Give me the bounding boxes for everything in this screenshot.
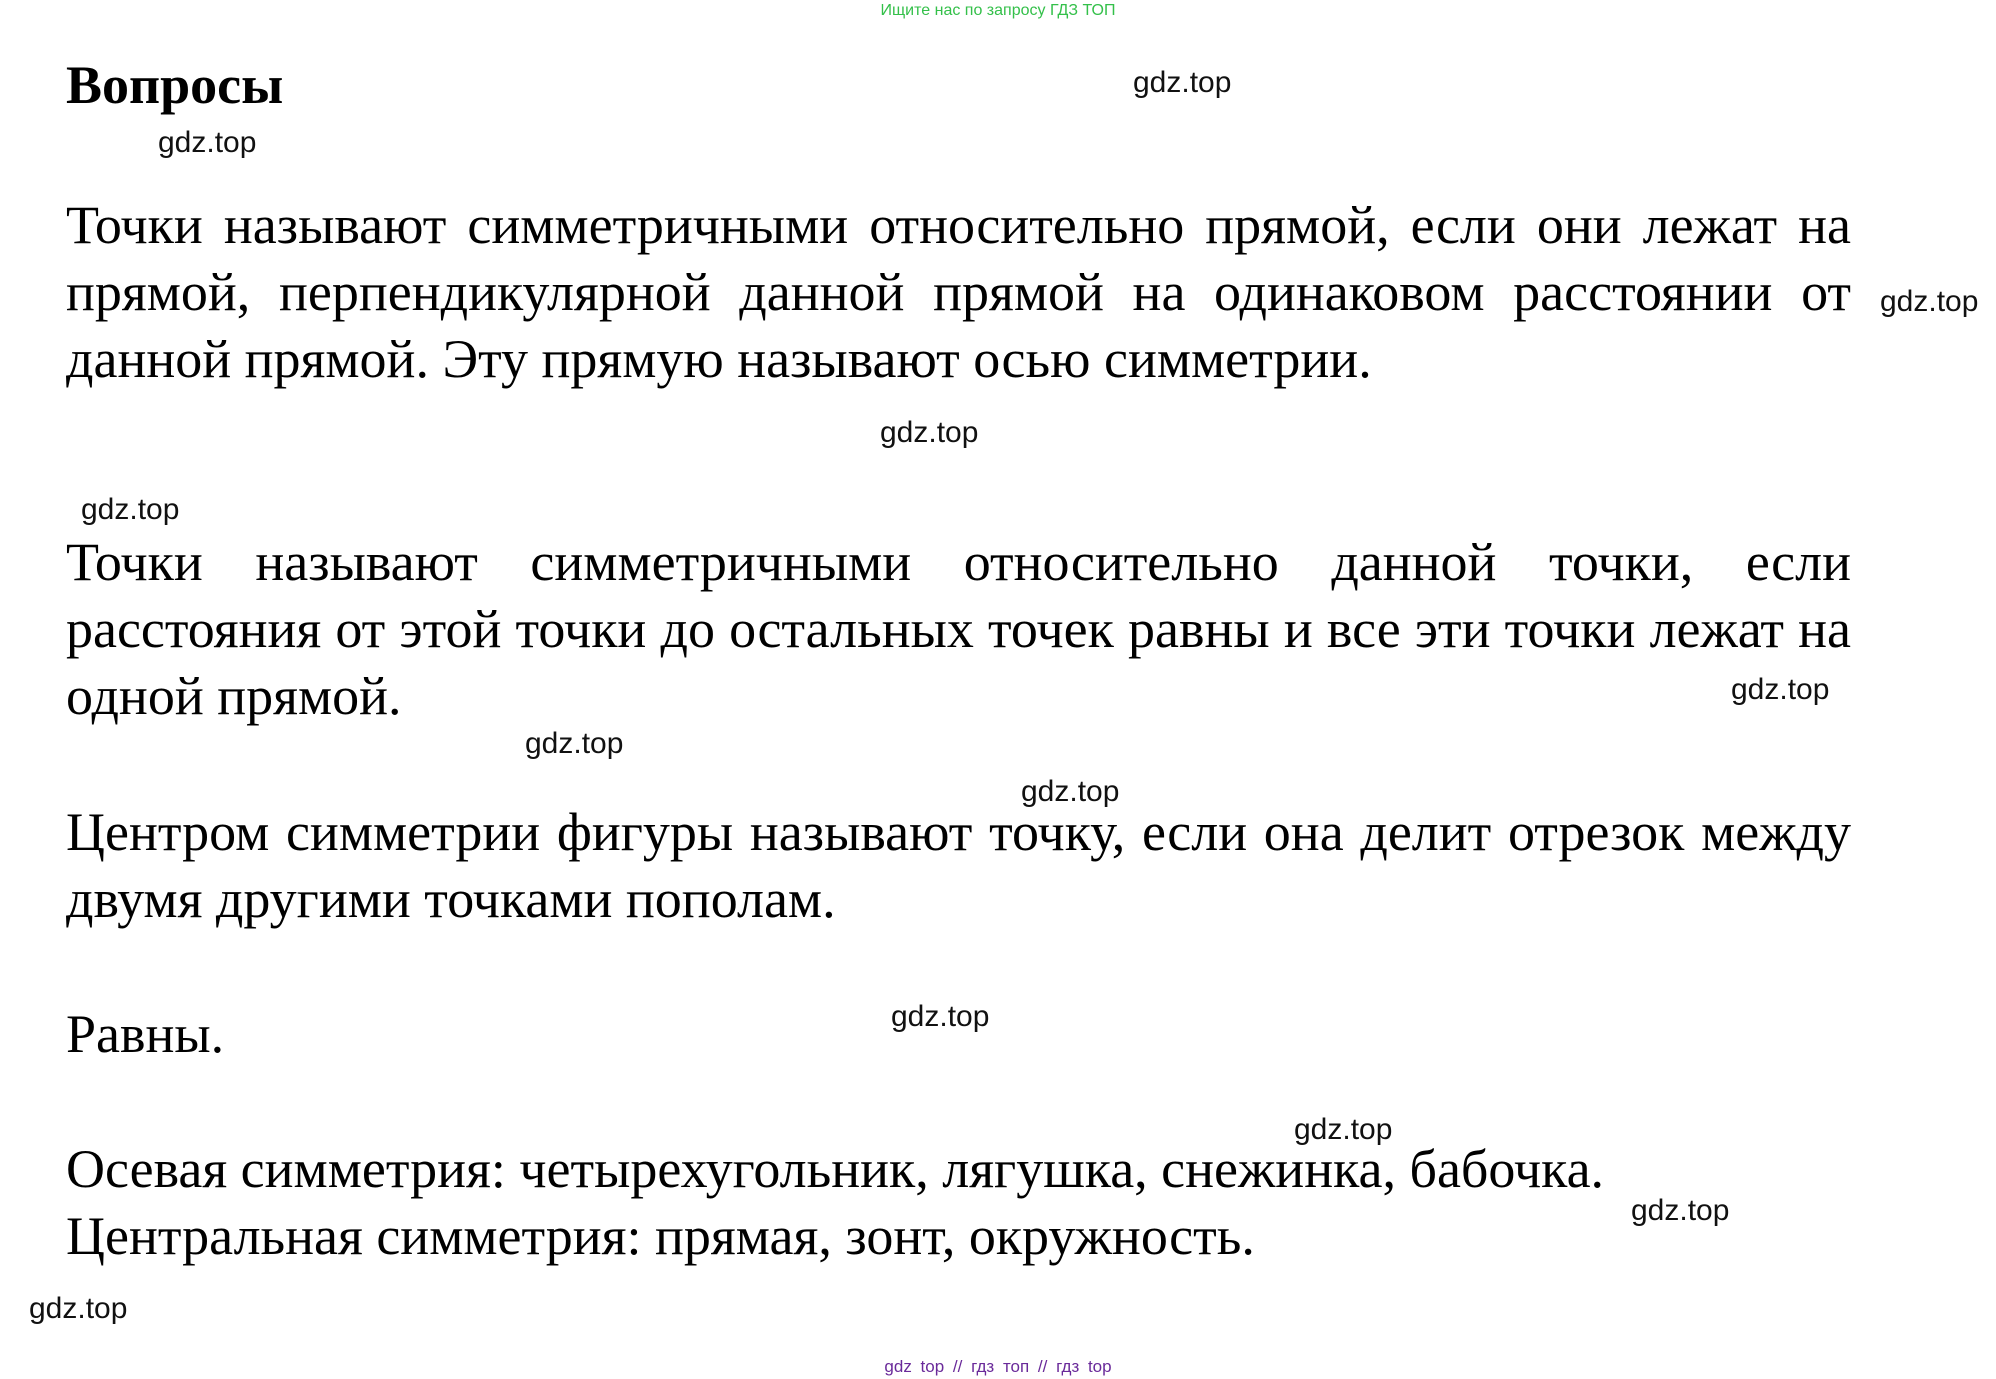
watermark: gdz.top bbox=[1294, 1113, 1393, 1146]
watermark: gdz.top bbox=[158, 126, 257, 159]
watermark: gdz.top bbox=[1631, 1194, 1730, 1227]
answer-paragraph-6: Центральная симметрия: прямая, зонт, окружность. bbox=[66, 1206, 1255, 1266]
watermark: gdz.top bbox=[1133, 66, 1232, 99]
footer-links[interactable]: gdz top // гдз топ // гдз top bbox=[884, 1357, 1112, 1376]
watermark: gdz.top bbox=[525, 727, 624, 760]
watermark: gdz.top bbox=[81, 493, 180, 526]
top-search-hint[interactable]: Ищите нас по запросу ГДЗ ТОП bbox=[880, 2, 1116, 19]
watermark: gdz.top bbox=[29, 1292, 128, 1325]
page-title: Вопросы bbox=[66, 55, 284, 115]
watermark: gdz.top bbox=[891, 1000, 990, 1033]
watermark: gdz.top bbox=[880, 416, 979, 449]
answer-paragraph-4: Равны. bbox=[66, 1004, 225, 1064]
watermark: gdz.top bbox=[1021, 775, 1120, 808]
watermark: gdz.top bbox=[1880, 285, 1979, 318]
answer-paragraph-3: Центром симметрии фигуры называют точку, если она делит отрезок между двумя другими точками пополам. bbox=[66, 802, 1851, 929]
answer-paragraph-2: Точки называют симметричными относительно данной точки, если расстояния от этой точки до остальных точек равны и все эти точки лежат на одной прямой. bbox=[66, 532, 1851, 726]
watermark: gdz.top bbox=[1731, 673, 1830, 706]
answer-paragraph-1: Точки называют симметричными относительно прямой, если они лежат на прямой, перпендикулярной данной прямой на одинаковом расстоянии от данной прямой. Эту прямую называют осью симметрии. bbox=[66, 195, 1851, 389]
answer-paragraph-5: Осевая симметрия: четырехугольник, лягушка, снежинка, бабочка. bbox=[66, 1139, 1605, 1199]
